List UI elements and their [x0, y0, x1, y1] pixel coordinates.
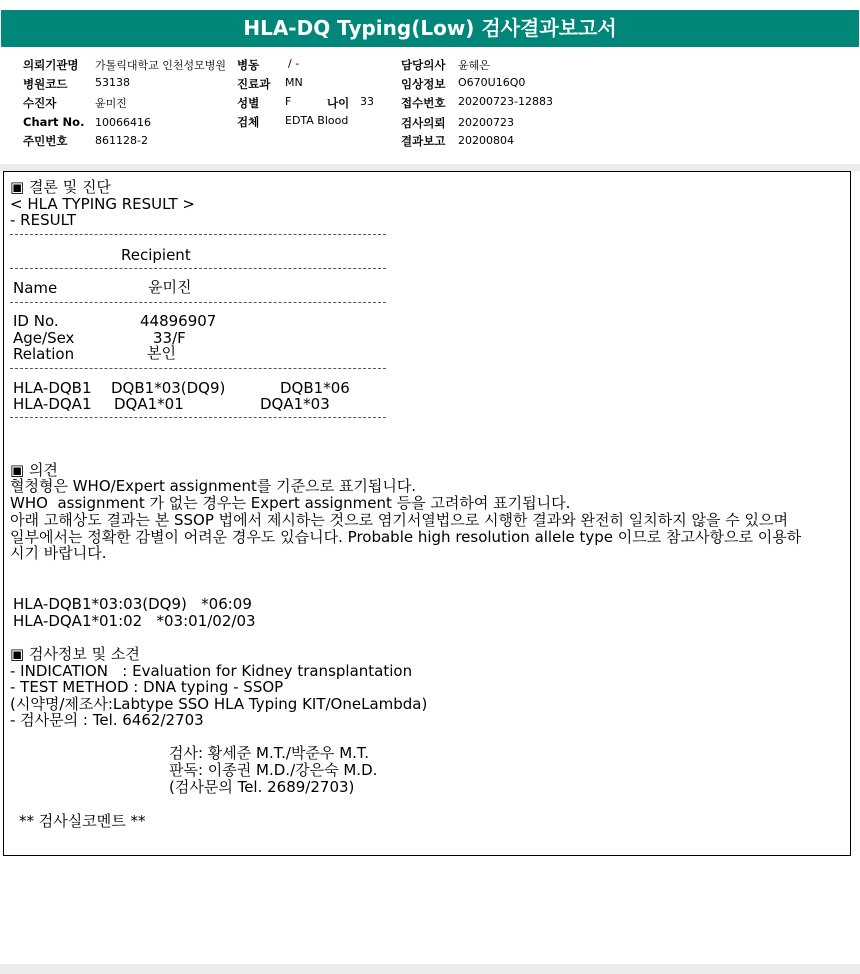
divider — [10, 268, 386, 269]
specimen-value: EDTA Blood — [285, 114, 349, 127]
divider — [10, 417, 386, 418]
relation-value: 본인 — [147, 344, 176, 362]
opinion-line-2: WHO assignment 가 없는 경우는 Expert assignment 등을 고려하여 표기됩니다. — [10, 494, 571, 512]
dqb1-allele-2: DQB1*06 — [280, 379, 350, 397]
lab-comment-heading: ** 검사실코멘트 ** — [19, 812, 146, 830]
tester-line: 검사: 황세준 M.T./박준우 M.T. — [169, 744, 370, 762]
result-title: < HLA TYPING RESULT > — [10, 195, 195, 213]
reader-line: 판독: 이종권 M.D./강은숙 M.D. — [169, 761, 378, 779]
high-res-dqb1: HLA-DQB1*03:03(DQ9) *06:09 — [13, 595, 252, 613]
id-value: 44896907 — [140, 312, 217, 330]
name-value: 윤미진 — [148, 278, 192, 296]
patient-label: 수진자 — [23, 96, 57, 110]
reagent-line: (시약명/제조사:Labtype SSO HLA Typing KIT/OneLambda) — [10, 695, 428, 713]
method-line: - TEST METHOD : DNA typing - SSOP — [10, 678, 284, 696]
dqa1-allele-2: DQA1*03 — [260, 395, 330, 413]
indication-line: - INDICATION : Evaluation for Kidney transplantation — [10, 662, 413, 680]
result-subtitle: - RESULT — [10, 211, 77, 229]
opinion-line-3: 아래 고해상도 결과는 본 SSOP 법에서 제시하는 것으로 염기서열법으로 시행한 결과와 완전히 일치하지 않을 수 있으며 — [10, 511, 788, 529]
separator-band — [0, 164, 860, 171]
report-date-label: 결과보고 — [401, 134, 446, 148]
opinion-heading: ▣ 의견 — [10, 461, 58, 479]
specimen-label: 검체 — [237, 115, 260, 129]
dqb1-allele-1: DQB1*03(DQ9) — [111, 379, 226, 397]
patient-info-header — [0, 47, 860, 165]
ward-label: 병동 — [237, 58, 260, 72]
clinical-label: 임상정보 — [401, 77, 446, 91]
dqb1-label: HLA-DQB1 — [13, 379, 92, 397]
high-res-dqa1: HLA-DQA1*01:02 *03:01/02/03 — [13, 612, 256, 630]
receipt-value: 20200723-12883 — [458, 95, 553, 108]
inquiry-line: - 검사문의 : Tel. 6462/2703 — [10, 711, 204, 729]
recipient-label: Recipient — [121, 246, 191, 264]
doctor-label: 담당의사 — [401, 58, 446, 72]
opinion-line-1: 혈청형은 WHO/Expert assignment를 기준으로 표기됩니다. — [10, 477, 417, 495]
clinical-value: O670U16Q0 — [458, 76, 526, 89]
doctor-value: 윤혜은 — [458, 59, 490, 72]
dept-label: 진료과 — [237, 77, 271, 91]
patient-value: 윤미진 — [95, 97, 127, 110]
dqa1-allele-1: DQA1*01 — [114, 395, 184, 413]
relation-label: Relation — [13, 345, 75, 363]
dqa1-label: HLA-DQA1 — [13, 395, 92, 413]
sex-label: 성별 — [237, 96, 260, 110]
hospital-code-value: 53138 — [95, 76, 130, 89]
report-title: HLA-DQ Typing(Low) 검사결과보고서 — [1, 10, 859, 47]
request-value: 20200723 — [458, 116, 514, 129]
dept-value: MN — [285, 76, 303, 89]
name-label: Name — [13, 279, 58, 297]
report-body — [3, 171, 851, 856]
id-label: ID No. — [13, 312, 59, 330]
chart-label: Chart No. — [23, 115, 85, 129]
info-heading: ▣ 검사정보 및 소견 — [10, 645, 140, 663]
hospital-code-label: 병원코드 — [23, 77, 68, 91]
ward-value: / - — [288, 57, 300, 70]
sex-value: F — [285, 95, 292, 108]
age-label: 나이 — [327, 96, 350, 110]
opinion-line-4: 일부에서는 정확한 감별이 어려운 경우도 있습니다. Probable high resolution allele type 이므로 참고사항으로 이용하 — [10, 528, 802, 546]
bottom-band — [0, 964, 860, 974]
divider — [10, 234, 386, 235]
rrn-value: 861128-2 — [95, 134, 148, 147]
agesex-value: 33/F — [153, 329, 186, 347]
chart-value: 10066416 — [95, 116, 151, 129]
divider — [10, 302, 386, 303]
institution-label: 의뢰기관명 — [23, 58, 79, 72]
institution-value: 가톨릭대학교 인천성모병원 — [95, 59, 227, 72]
opinion-line-5: 시기 바랍니다. — [10, 544, 107, 562]
request-label: 검사의뢰 — [401, 116, 446, 130]
age-value: 33 — [360, 95, 374, 108]
rrn-label: 주민번호 — [23, 134, 68, 148]
divider — [10, 368, 386, 369]
agesex-label: Age/Sex — [13, 329, 75, 347]
conclusion-heading: ▣ 결론 및 진단 — [10, 178, 111, 196]
inquiry-line-2: (검사문의 Tel. 2689/2703) — [169, 778, 355, 796]
report-date-value: 20200804 — [458, 134, 514, 147]
receipt-label: 접수번호 — [401, 96, 446, 110]
